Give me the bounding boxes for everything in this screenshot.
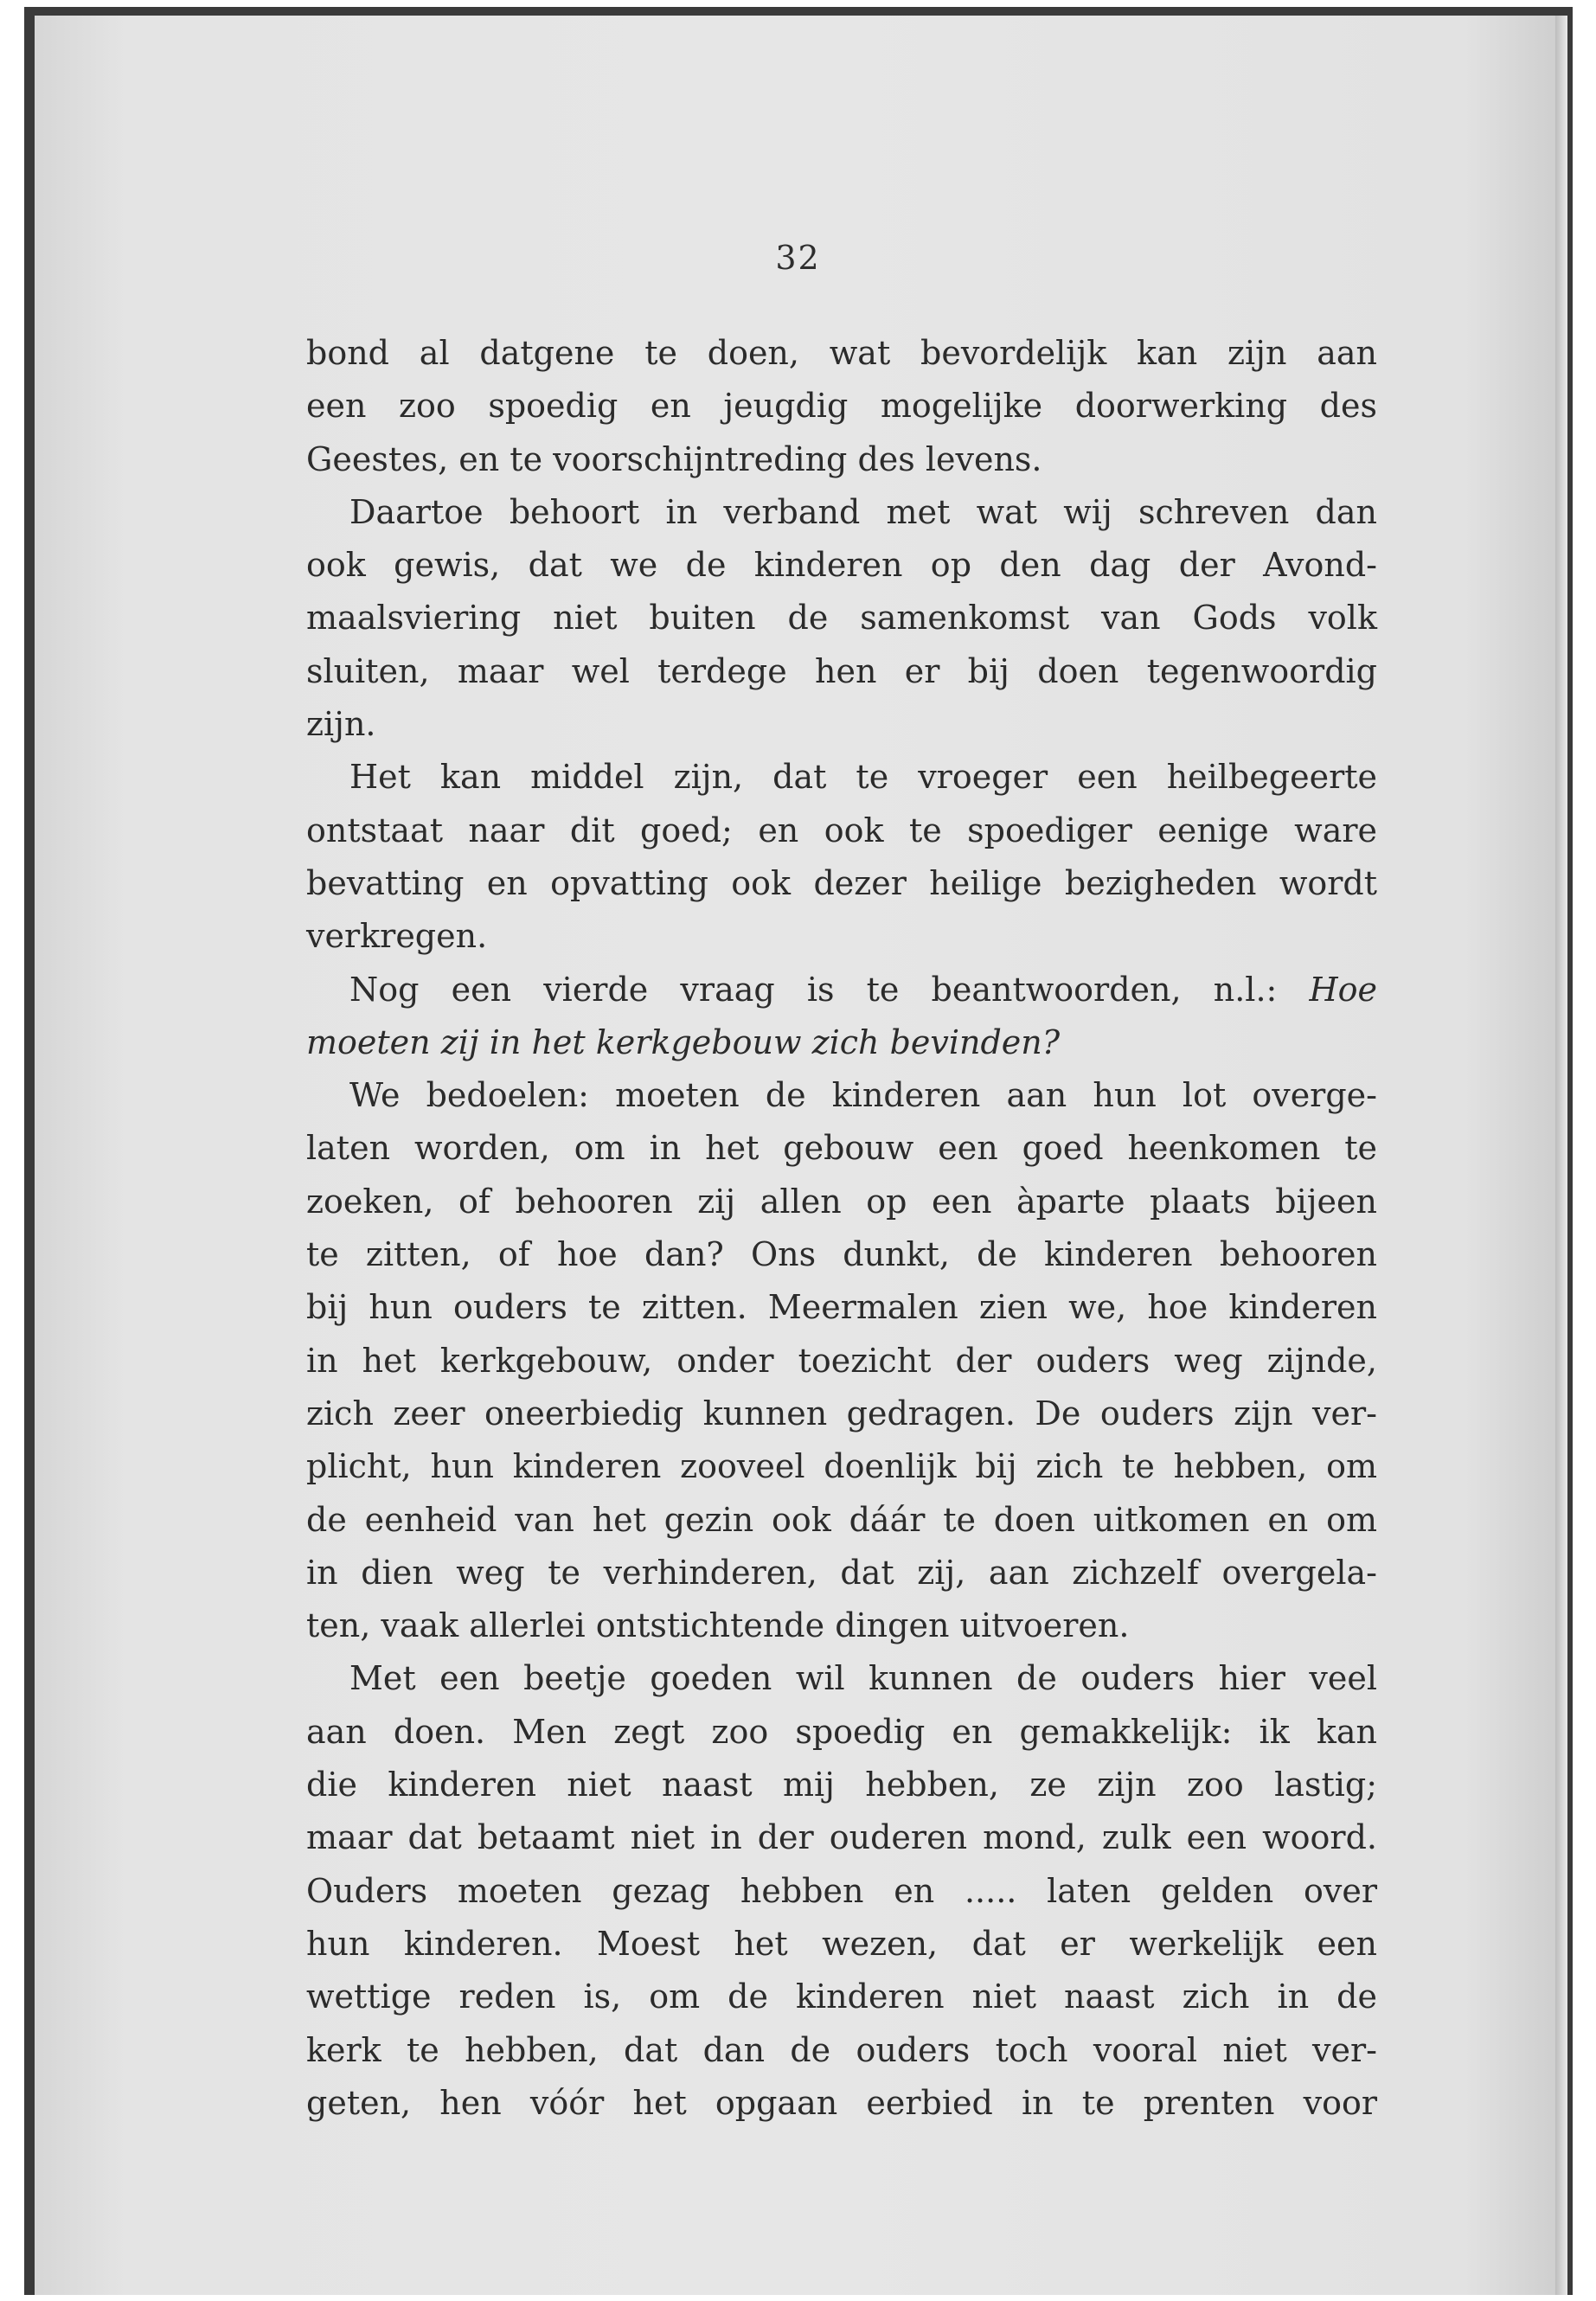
text-line: verkregen. [306, 917, 488, 956]
text-line: die kinderen niet naast mij hebben, ze zijn zoo lastig; [306, 1766, 1377, 1804]
text-line: ook gewis, dat we de kinderen op den dag der Avond- [306, 546, 1377, 585]
text-line: ontstaat naar dit goed; en ook te spoediger eenige ware [306, 811, 1377, 849]
text-line: geten, hen vóór het opgaan eerbied in te prenten voor [306, 2083, 1377, 2122]
question-heading: moeten zij in het kerkgebouw zich bevinden? [306, 1022, 1061, 1061]
text-line: We bedoelen: moeten de kinderen aan hun lot overge- [349, 1076, 1377, 1115]
text-line: in dien weg te verhinderen, dat zij, aan zichzelf overgela- [306, 1553, 1377, 1592]
question-intro: Nog een vierde vraag is te beantwoorden, n.l.: [349, 970, 1278, 1009]
text-line: sluiten, maar wel terdege hen er bij doen tegenwoordig [306, 651, 1377, 690]
text-line: Daartoe behoort in verband met wat wij schreven dan [349, 492, 1377, 531]
text-line: zijn. [306, 705, 376, 744]
text-line: bevatting en opvatting ook dezer heilige bezigheden wordt [306, 863, 1377, 902]
text-line: zoeken, of behooren zij allen op een àparte plaats bijeen [306, 1182, 1377, 1221]
text-line: kerk te hebben, dat dan de ouders toch vooral niet ver- [306, 2030, 1377, 2069]
text-line: bond al datgene te doen, wat bevordelijk kan zijn aan [306, 334, 1377, 372]
page-edge [1555, 16, 1567, 2295]
text-line [306, 964, 1377, 1016]
text-line: laten worden, om in het gebouw een goed heenkomen te [306, 1129, 1377, 1168]
text-line: wettige reden is, om de kinderen niet naast zich in de [306, 1977, 1377, 2016]
text-line: maalsviering niet buiten de samenkomst van Gods volk [306, 599, 1377, 638]
text-line: Met een beetje goeden wil kunnen de ouders hier veel [349, 1659, 1377, 1698]
text-line: in het kerkgebouw, onder toezicht der ouders weg zijnde, [306, 1341, 1377, 1380]
text-line: te zitten, of hoe dan? Ons dunkt, de kinderen behooren [306, 1235, 1377, 1274]
page-number: 32 [775, 239, 821, 277]
text-line: hun kinderen. Moest het wezen, dat er werkelijk een [306, 1924, 1377, 1963]
text-line: ten, vaak allerlei ontstichtende dingen uitvoeren. [306, 1606, 1130, 1645]
body-text [306, 327, 1377, 2130]
text-line: aan doen. Men zegt zoo spoedig en gemakkelijk: ik kan [306, 1712, 1377, 1751]
text-line: de eenheid van het gezin ook dáár te doen uitkomen en om [306, 1500, 1377, 1539]
text-line: plicht, hun kinderen zooveel doenlijk bij zich te hebben, om [306, 1447, 1377, 1486]
text-line: Het kan middel zijn, dat te vroeger een heilbegeerte [349, 758, 1377, 797]
text-line: zich zeer oneerbiedig kunnen gedragen. De ouders zijn ver- [306, 1394, 1377, 1433]
text-line: Geestes, en te voorschijntreding des levens. [306, 439, 1042, 478]
text-line: een zoo spoedig en jeugdig mogelijke doorwerking des [306, 387, 1377, 426]
text-line: maar dat betaamt niet in der ouderen mond, zulk een woord. [306, 1818, 1377, 1857]
text-line: bij hun ouders te zitten. Meermalen zien we, hoe kinderen [306, 1288, 1377, 1327]
text-line: Ouders moeten gezag hebben en ..... laten gelden over [306, 1871, 1377, 1910]
question-italic-start: Hoe [1309, 970, 1377, 1009]
